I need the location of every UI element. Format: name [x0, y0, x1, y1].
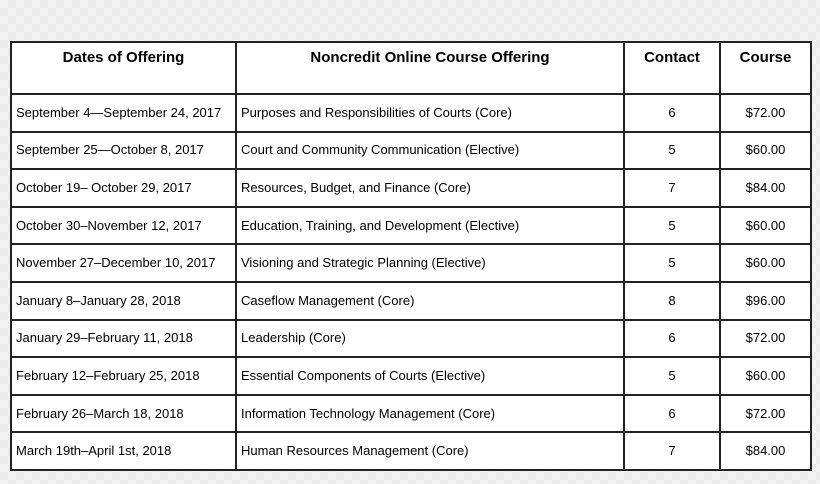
cell-contact: 8: [624, 282, 720, 320]
table-row: [11, 169, 811, 207]
cell-contact: 7: [624, 169, 720, 207]
cell-dates: September 25—October 8, 2017: [11, 132, 236, 170]
cell-course: Leadership (Core): [236, 320, 624, 358]
table-row: [11, 320, 811, 358]
header-course: Noncredit Online Course Offering: [236, 42, 624, 94]
table-row: [11, 132, 811, 170]
cell-course: Human Resources Management (Core): [236, 432, 624, 470]
cell-dates: October 30–November 12, 2017: [11, 207, 236, 245]
course-offering-table: [10, 41, 812, 471]
cell-dates: January 29–February 11, 2018: [11, 320, 236, 358]
table-row: [11, 395, 811, 433]
cell-contact: 6: [624, 320, 720, 358]
cell-fee: $60.00: [720, 132, 811, 170]
header-dates: Dates of Offering: [11, 42, 236, 94]
cell-dates: November 27–December 10, 2017: [11, 244, 236, 282]
cell-fee: $60.00: [720, 207, 811, 245]
cell-fee: $72.00: [720, 320, 811, 358]
cell-fee: $72.00: [720, 94, 811, 132]
cell-contact: 6: [624, 94, 720, 132]
cell-dates: February 12–February 25, 2018: [11, 357, 236, 395]
table-row: [11, 432, 811, 470]
cell-fee: $72.00: [720, 395, 811, 433]
table-row: [11, 282, 811, 320]
cell-course: Education, Training, and Development (Elective): [236, 207, 624, 245]
cell-contact: 5: [624, 132, 720, 170]
cell-course: Visioning and Strategic Planning (Elective): [236, 244, 624, 282]
header-contact: Contact: [624, 42, 720, 94]
cell-course: Caseflow Management (Core): [236, 282, 624, 320]
cell-fee: $60.00: [720, 244, 811, 282]
cell-course: Resources, Budget, and Finance (Core): [236, 169, 624, 207]
cell-fee: $60.00: [720, 357, 811, 395]
cell-course: Purposes and Responsibilities of Courts (Core): [236, 94, 624, 132]
cell-contact: 7: [624, 432, 720, 470]
cell-fee: $84.00: [720, 169, 811, 207]
cell-dates: October 19– October 29, 2017: [11, 169, 236, 207]
cell-dates: January 8–January 28, 2018: [11, 282, 236, 320]
cell-fee: $84.00: [720, 432, 811, 470]
cell-contact: 5: [624, 207, 720, 245]
table-row: [11, 94, 811, 132]
cell-fee: $96.00: [720, 282, 811, 320]
table-row: [11, 357, 811, 395]
header-fee: Course: [720, 42, 811, 94]
cell-course: Court and Community Communication (Elective): [236, 132, 624, 170]
cell-contact: 6: [624, 395, 720, 433]
cell-course: Information Technology Management (Core): [236, 395, 624, 433]
table-row: [11, 244, 811, 282]
header-row: [11, 42, 811, 94]
cell-dates: February 26–March 18, 2018: [11, 395, 236, 433]
cell-course: Essential Components of Courts (Elective): [236, 357, 624, 395]
cell-contact: 5: [624, 244, 720, 282]
cell-dates: September 4—September 24, 2017: [11, 94, 236, 132]
table-row: [11, 207, 811, 245]
cell-contact: 5: [624, 357, 720, 395]
cell-dates: March 19th–April 1st, 2018: [11, 432, 236, 470]
